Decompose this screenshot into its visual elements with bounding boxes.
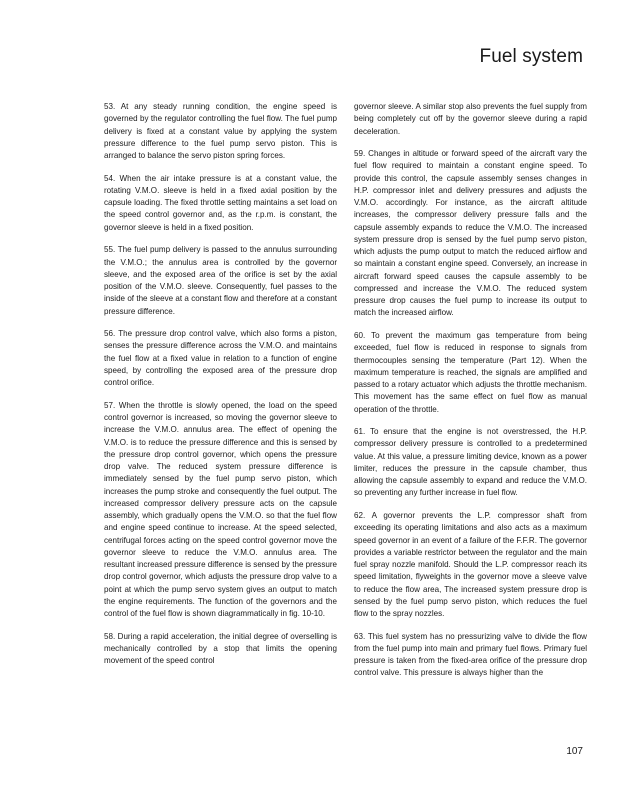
page-header-title: Fuel system: [479, 46, 583, 67]
paragraph-56: 56. The pressure drop control valve, which also forms a piston, senses the pressure difference across the V.M.O. and maintains the fuel flow at a fixed value in relation to a function of engine speed, by controlling the exposed area of the pressure drop control orifice.: [104, 329, 337, 388]
paragraph-54: 54. When the air intake pressure is at a constant value, the rotating V.M.O. sleeve is held in a fixed axial position by the capsule loading. The fixed throttle setting maintains a set load on the speed control governor and, as the r.p.m. is constant, the governor sleeve is held in a fixed position.: [104, 173, 337, 232]
paragraph-60: 60. To prevent the maximum gas temperature from being exceeded, fuel flow is reduced in response to signals from thermocouples sensing the temperature (Part 12). When the maximum temperature is reached, the signals are amplified and passed to a rotary actuator which adjusts the throttle mechanism. This movement has the same effect on fuel flow as manual operation of the throttle.: [354, 331, 587, 414]
paragraph-55: 55. The fuel pump delivery is passed to the annulus surrounding the V.M.O.; the annulus area is controlled by the governor sleeve, and the exposed area of the orifice is set by the axial position of the V.M.O. sleeve. Consequently, fuel passes to the inside of the sleeve at a constant flow and therefore at a constant pressure difference.: [104, 245, 337, 316]
paragraph-61: 61. To ensure that the engine is not overstressed, the H.P. compressor delivery pressure is controlled to a predetermined value. At this value, a pressure limiting device, known as a power limiter, reduces the pressure in the capsule chamber, thus allowing the capsule assembly to expand and reduce the V.M.O. so preventing any further increase in fuel flow.: [354, 427, 587, 498]
right-text-column: [354, 101, 587, 690]
page-number: 107: [566, 746, 583, 757]
left-text-column: [104, 101, 337, 678]
paragraph-63: 63. This fuel system has no pressurizing valve to divide the flow from the fuel pump into main and primary fuel flows. Primary fuel pressure is taken from the fixed-area orifice of the pressure drop control valve. This pressure is always higher than the: [354, 631, 587, 678]
paragraph-53: 53. At any steady running condition, the engine speed is governed by the regulator controlling the fuel flow. The fuel pump delivery is fixed at a constant value by applying the system pressure difference to the fuel pump servo piston. This is arranged to balance the servo piston spring forces.: [104, 102, 337, 160]
paragraph-58-continued: governor sleeve. A similar stop also prevents the fuel supply from being completely cut off by the governor sleeve during a rapid deceleration.: [354, 102, 587, 136]
paragraph-57: 57. When the throttle is slowly opened, the load on the speed control governor is increased, so moving the governor sleeve to increase the V.M.O. annulus area. The effect of opening the V.M.O. is to reduce the pressure difference and this is sensed by the pressure drop control governor, which opens the pressure drop valve. The reduced system pressure difference is immediately sensed by the fuel pump servo piston, which increases the pump stroke and consequently the fuel output. The increased compressor delivery pressure acts on the capsule assembly, which gradually opens the V.M.O. so that the fuel flow and engine speed continue to increase. At the speed selected, centrifugal forces acting on the speed control governor move the governor sleeve to reduce the V.M.O. annulus area. The resultant increased pressure difference is sensed by the pressure drop control governor, which adjusts the pressure drop valve to a point at which the pump servo system gives an output to match the engine requirements. The function of the governors and the control of the fuel flow is shown diagrammatically in fig. 10-10.: [104, 400, 337, 619]
paragraph-62: 62. A governor prevents the L.P. compressor shaft from exceeding its operating limitations and also acts as a maximum speed governor in an event of a failure of the F.F.R. The governor provides a variable restrictor between the regulator and the main fuel spray nozzle manifold. Should the L.P. compressor reach its speed limitation, flyweights in the governor move a sleeve valve to reduce the flow area, The increased system pressure drop is sensed by the fuel pump servo piston, which reduces the fuel flow to the spray nozzles.: [354, 511, 587, 619]
paragraph-58: 58. During a rapid acceleration, the initial degree of overselling is mechanically controlled by a stop that limits the opening movement of the speed control: [104, 631, 337, 666]
paragraph-59: 59. Changes in altitude or forward speed of the aircraft vary the fuel flow required to maintain a constant engine speed. To provide this control, the capsule assembly senses changes in H.P. compressor inlet and delivery pressures and adjusts the V.M.O. accordingly. For instance, as the aircraft altitude increases, the compressor delivery pressure falls and the capsule assembly expands to reduce the V.M.O. The increased system pressure drop is sensed by the fuel pump servo piston, which adjusts the pump output to match the reduced airflow and so maintain a constant engine speed. Conversely, an increase in aircraft forward speed causes the capsule assembly to be compressed and increase the V.M.O. The reduced system pressure drop causes the fuel pump to increase its output to match the increased airflow.: [354, 149, 587, 318]
